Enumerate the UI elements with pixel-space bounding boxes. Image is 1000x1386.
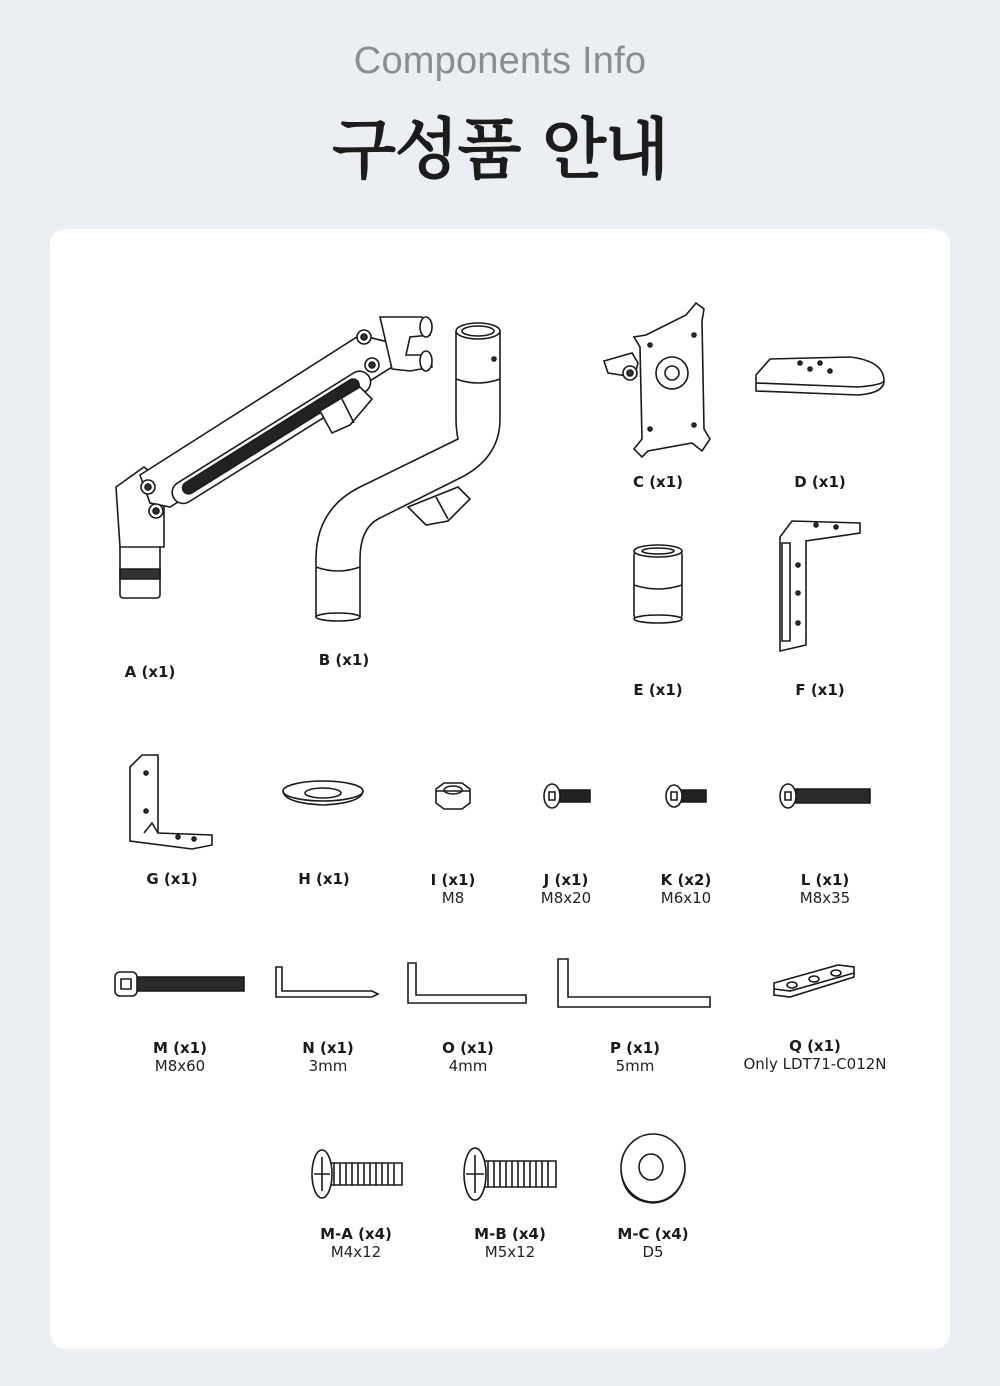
grommet-washer-icon (280, 777, 366, 811)
allen-key-icon-p (556, 957, 714, 1011)
hex-bolt-icon (542, 783, 592, 809)
base-plate-icon (750, 351, 890, 401)
part-label-e: E (x1) (633, 681, 683, 699)
page-title: 구성품 안내 (332, 111, 668, 188)
part-label-n: N (x1) 3mm (302, 1039, 354, 1075)
part-label-c: C (x1) (632, 473, 684, 491)
pole-icon (308, 319, 558, 629)
part-label-i: I (x1) M8 (430, 871, 476, 907)
hex-bolt-icon-k (664, 784, 710, 808)
part-label-p: P (x1) 5mm (609, 1039, 661, 1075)
clamp-bracket-icon (776, 517, 866, 653)
part-label-f: F (x1) (795, 681, 845, 699)
part-label-b: B (x1) (318, 651, 370, 669)
part-label-mc: M-C (x4) D5 (617, 1225, 689, 1261)
socket-bolt-icon (112, 969, 248, 999)
part-label-m: M (x1) M8x60 (153, 1039, 207, 1075)
part-label-l: L (x1) M8x35 (799, 871, 851, 907)
collar-icon (630, 543, 686, 625)
part-label-d: D (x1) (794, 473, 846, 491)
washer-icon (618, 1131, 688, 1205)
part-label-g: G (x1) (146, 870, 198, 888)
part-label-q: Q (x1) Only LDT71-C012N (743, 1037, 887, 1073)
nut-icon (434, 781, 472, 811)
part-label-mb: M-B (x4) M5x12 (474, 1225, 546, 1261)
part-label-j: J (x1) M8x20 (540, 871, 592, 907)
allen-key-icon-n (274, 965, 382, 1001)
hex-bolt-icon-l (778, 783, 874, 809)
part-label-a: A (x1) (124, 663, 176, 681)
part-label-h: H (x1) (298, 870, 350, 888)
part-label-k: K (x2) M6x10 (660, 871, 712, 907)
phillips-screw-icon (308, 1147, 406, 1201)
part-label-ma: M-A (x4) M4x12 (320, 1225, 392, 1261)
l-bracket-icon (126, 753, 218, 851)
plate-icon (772, 963, 856, 1001)
allen-key-icon-o (406, 961, 530, 1007)
components-card (50, 229, 950, 1349)
page-subtitle: Components Info (353, 40, 647, 82)
part-label-o: O (x1) 4mm (442, 1039, 494, 1075)
vesa-plate-icon (602, 301, 718, 459)
phillips-screw-icon-mb (460, 1145, 560, 1203)
